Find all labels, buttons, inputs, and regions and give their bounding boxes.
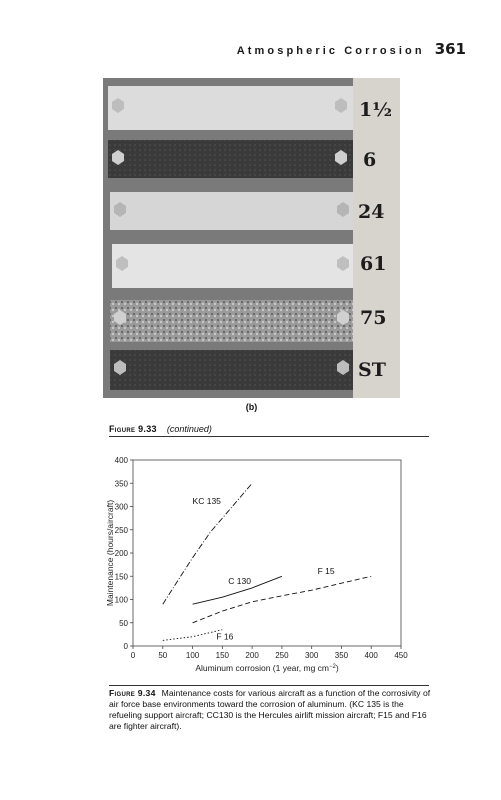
figure-934-label: Figure 9.34 — [109, 688, 156, 698]
series-label: KC 135 — [192, 496, 221, 507]
series-label: C 130 — [228, 576, 251, 587]
coupon-strip — [112, 244, 353, 288]
running-title: Atmospheric Corrosion — [236, 45, 425, 57]
y-tick-label: 350 — [114, 479, 128, 489]
coupon-tag: 1½ — [359, 99, 393, 121]
figure-933-note: (continued) — [166, 424, 212, 434]
x-tick-label: 50 — [158, 651, 168, 660]
x-axis-label-sup: −2 — [329, 664, 336, 670]
figure-934-caption — [109, 688, 431, 732]
y-axis-label: Maintenance (hours/aircraft) — [106, 499, 115, 607]
coupon-strip — [110, 350, 353, 390]
x-tick-label: 350 — [334, 651, 349, 660]
x-axis-label-main: Aluminum corrosion (1 year, mg cm — [195, 663, 329, 673]
chart-svg — [106, 450, 416, 680]
series-line-f-15 — [193, 576, 372, 623]
corrosion-coupons-photo — [103, 78, 400, 398]
running-head — [0, 40, 466, 58]
maintenance-chart — [106, 450, 416, 685]
coupon-strip — [110, 192, 353, 230]
y-tick-label: 200 — [114, 549, 128, 558]
coupon-strip — [108, 86, 353, 130]
x-tick-label: 100 — [185, 651, 200, 660]
figure-933-label: Figure 9.33 — [109, 424, 157, 434]
x-tick-label: 150 — [215, 651, 230, 660]
coupon-tag: ST — [358, 359, 386, 381]
x-tick-label: 200 — [245, 651, 259, 660]
coupon-strip — [108, 140, 353, 178]
page-number: 361 — [434, 40, 466, 58]
caption-rule — [109, 436, 429, 437]
coupon-tag: 24 — [358, 201, 385, 223]
series-label: F 16 — [216, 631, 234, 642]
coupon-tag: 75 — [360, 307, 387, 329]
y-tick-label: 50 — [119, 618, 128, 628]
x-tick-label: 250 — [275, 651, 289, 660]
plot-frame — [133, 460, 401, 646]
photo-panel-label: (b) — [245, 402, 258, 412]
y-tick-label: 100 — [114, 595, 128, 605]
coupon-tag: 6 — [363, 149, 377, 171]
x-axis-label-end: ) — [335, 663, 339, 673]
y-tick-label: 250 — [114, 525, 128, 535]
caption-rule — [109, 685, 429, 686]
chart-series-labels — [193, 496, 335, 641]
x-tick-label: 0 — [130, 651, 136, 660]
coupon-strip — [110, 300, 353, 342]
coupon-tag: 61 — [360, 253, 387, 275]
chart-series — [163, 483, 371, 640]
series-label: F 15 — [317, 565, 335, 576]
figure-933-caption — [109, 424, 429, 434]
x-tick-label: 400 — [364, 651, 378, 660]
coupons-photo-svg — [103, 78, 400, 398]
x-tick-label: 300 — [304, 651, 319, 660]
figure-934-text: Maintenance costs for various aircraft as a function of the corrosivity of air force base environments toward the corrosion of aluminum. (KC 135 is the refueling support aircraft; CC130 is the Hercules airlift mission aircraft; F15 and F16 are fighter aircraft). — [109, 688, 431, 731]
x-tick-label: 450 — [394, 651, 408, 660]
y-tick-label: 0 — [123, 642, 128, 651]
series-line-f-16 — [163, 630, 223, 641]
x-axis-label — [195, 663, 339, 673]
chart-axes — [115, 456, 409, 660]
y-tick-label: 150 — [114, 572, 128, 582]
y-tick-label: 300 — [114, 502, 128, 512]
y-tick-label: 400 — [114, 456, 128, 465]
